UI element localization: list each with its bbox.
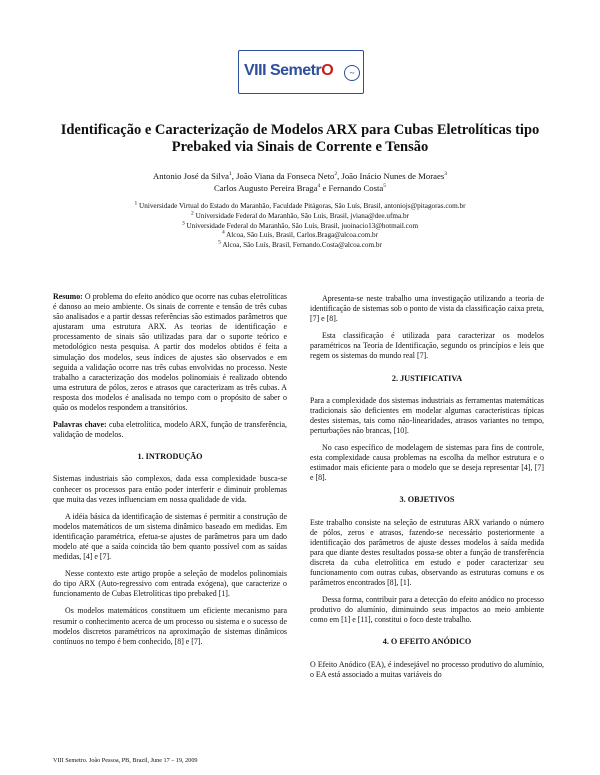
author-1: Antonio José da Silva <box>153 171 230 181</box>
affiliation: $^5$ Alcoa, São Luís, Brasil, Fernando.Costa@alcoa.com.br <box>218 239 382 250</box>
affiliation: $^1$ Universidade Virtual do Estado do Maranhão, Faculdade Pitágoras, São Luís, Brasil, antoniojs@pitagoras.com.br <box>134 200 466 210</box>
paragraph: O Efeito Anódico (EA), é indesejável no processo produtivo do alumínio, o EA está associado a muitas variáveis do <box>310 659 544 679</box>
section-heading-efeito-anodico: 4. O EFEITO ANÓDICO <box>382 637 472 647</box>
title-line-2: Prebaked via Sinais de Corrente e Tensão <box>171 139 429 155</box>
paragraph: No caso específico de modelagem de sistemas para fins de controle, esta complexidade causa problemas na escolha da melhor estrutura e o estimador mais eficiente para o modelo que se deseja representar [4], [7] e [8]. <box>310 443 544 483</box>
paragraph: Dessa forma, contribuir para a detecção do efeito anódico no processo produtivo do alumínio, diminuindo seus impactos ao meio ambiente como em [1] e [11], constitui o foco deste trabalho. <box>310 595 544 625</box>
paragraph: Sistemas industriais são complexos, dada essa complexidade busca-se conhecer os processos para então poder interferir e diminuir problemas que muita das vezes influenciam em nossa qualidade de vida. <box>53 474 287 504</box>
paragraph: Este trabalho consiste na seleção de estruturas ARX variando o número de pólos, zeros e atrasos, fazendo-se necessário posteriormente a identificação dos parâmetros de ajuste desses modelos à saída medida para que diante destes resultados possa-se obter a função de transferência discreta da cuba eletrolítica em estudo e poder caracterizar seu funcionamento com outras cubas, observando as estruturas comuns e os parâmetros encontrados [8], [1]. <box>310 517 544 588</box>
section-heading-introducao: 1. INTRODUÇÃO <box>137 452 203 462</box>
author-list: Antonio José da Silva$^1$, João Viana da Fonseca Neto$^2$, João Inácio Nunes de Moraes$^3$ Carlos Augusto Pereira Braga$^4$ e Fernando Costa$^5$ <box>153 171 447 193</box>
title-line-1: Identificação e Caracterização de Modelos ARX para Cubas Eletrolíticas tipo <box>60 122 540 138</box>
author-2: João Viana da Fonseca Neto <box>236 171 335 181</box>
logo-text: VIII SemetrO <box>244 62 334 79</box>
conference-logo <box>238 50 364 94</box>
affiliation: $^4$ Alcoa, São Luís, Brasil, Carlos.Braga@alcoa.com.br <box>221 230 379 240</box>
page-footer: VIII Semetro. João Pessoa, PB, Brazil, June 17 – 19, 2009 <box>53 757 198 764</box>
section-heading-objetivos: 3. OBJETIVOS <box>399 495 455 505</box>
author-4: Carlos Augusto Pereira Braga <box>214 183 318 193</box>
keywords: Palavras chave: cuba eletrolítica, modelo ARX, função de transferência, validação de modelos. <box>53 420 287 440</box>
paper-title <box>40 122 560 156</box>
abstract: Resumo: O problema do efeito anódico que ocorre nas cubas eletrolíticas é danoso ao meio ambiente. Os sinais de corrente e tensão de três cubas são analisados e a partir dessas referências são estimados parâmetros que ajustaram uma estrutura ARX. As teorias de identificação e processamento de sinais são utilizadas para dar o suporte teórico e metodológico nesta pesquisa. A partir dos modelos obtidos é feita a simulação dos modelos, seus índices de ajustes são observados e em seguida a validação ocorre nas três cubas envolvidas no processo. Neste trabalho a caracterização dos modelos polinomiais é realizado obtendo uma estrutura de pólos, zeros e atrasos que caracterizam as três cubas. A resposta dos modelos é analisada no tempo com o propósito de saber o quão os modelos respondem a transitórios. <box>53 292 287 413</box>
paragraph: Os modelos matemáticos constituem um eficiente mecanismo para resumir o conhecimento acerca de um processo ou sistema e o sucesso de modelos discretos paramétricos na aproximação de sistemas dinâmicos contínuos no tempo é bem conhecido, [8] e [7]. <box>53 606 287 646</box>
right-column <box>310 294 544 687</box>
paragraph: A idéia básica da identificação de sistemas é permitir a construção de modelos matemáticos de um sistema dinâmico baseado em medidas. Em identificação paramétrica, efetua-se ajustes de parâmetros para um dado modelo até que a saída coincida tão bem quanto possível com as saídas medidas, [4] e [7]. <box>53 511 287 562</box>
paragraph: Esta classificação é utilizada para caracterizar os modelos paramétricos na Teoria de Identificação, segundo os princípios e leis que regem os sistemas do mundo real [7]. <box>310 331 544 361</box>
left-column <box>53 292 287 654</box>
affiliations <box>40 202 560 251</box>
section-heading-justificativa: 2. JUSTIFICATIVA <box>391 373 463 383</box>
wave-symbol-icon: ~ <box>344 65 360 81</box>
paragraph: Apresenta-se neste trabalho uma investigação utilizando a teoria de identificação de sistemas sob o ponto de vista da classificação caixa preta, [7] e [8]. <box>310 294 544 324</box>
affiliation: $^2$ Universidade Federal do Maranhão, São Luís, Brasil, jviana@dee.ufma.br <box>191 210 409 220</box>
author-5: Fernando Costa <box>328 183 384 193</box>
paragraph: Nesse contexto este artigo propõe a seleção de modelos polinomiais do tipo ARX (Auto-regressivo com entrada exógena), que caracterize o funcionamento de Cubas Eletrolíticas tipo prebaked [1]. <box>53 569 287 599</box>
author-3: João Inácio Nunes de Moraes <box>341 171 445 181</box>
paragraph: Para a complexidade dos sistemas industriais as ferramentas matemáticas tradicionais são deficientes em modelar algumas características típicas destes sistemas, tais como não-linearidades, atrasos variantes no tempo, perturbações não brancas, [10]. <box>310 395 544 435</box>
affiliation: $^3$ Universidade Federal do Maranhão, São Luís, Brasil, juoinacio13@hotmail.com <box>181 220 419 230</box>
